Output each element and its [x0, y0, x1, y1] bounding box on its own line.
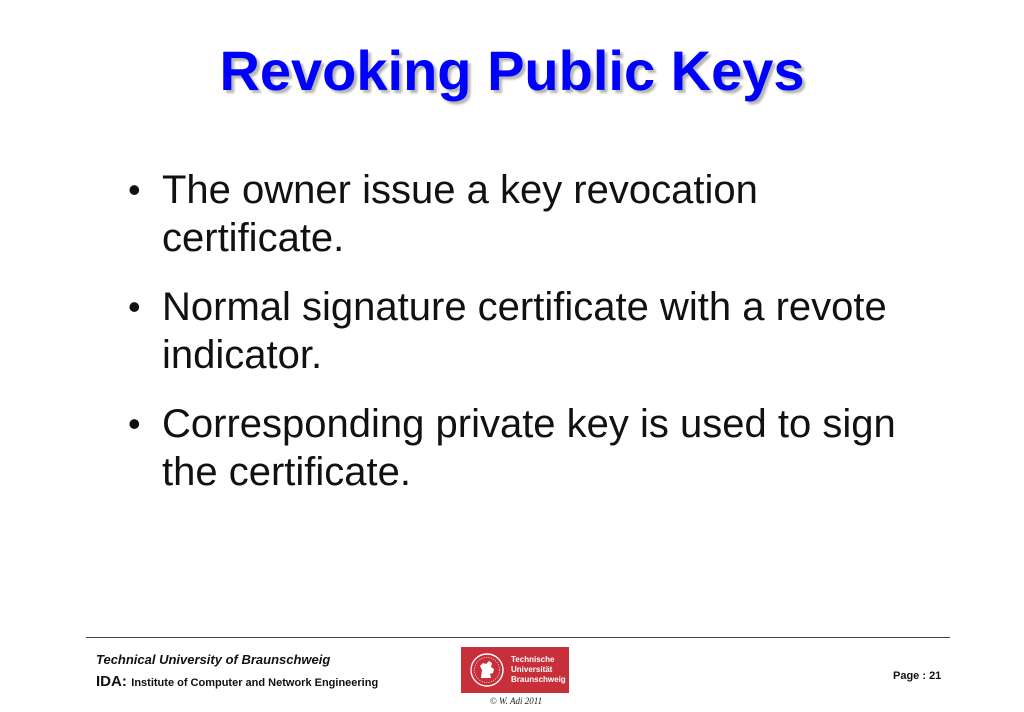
bullet-symbol: •: [128, 286, 141, 327]
department-name: Institute of Computer and Network Engineering: [131, 677, 379, 689]
bullet-item: [128, 400, 908, 496]
bullet-symbol: •: [128, 169, 141, 210]
page-number: Page : 21: [893, 670, 942, 682]
footer-divider: [86, 637, 950, 638]
bullet-symbol: •: [128, 403, 141, 444]
bullet-item: [128, 166, 908, 262]
logo-line: Braunschweig: [511, 675, 566, 684]
logo-line: Universität: [511, 665, 553, 674]
bullet-text: The owner issue a key revocation certificate.: [162, 168, 758, 260]
department-line: [96, 673, 378, 691]
logo-text: [511, 655, 566, 685]
lion-crest-icon: [469, 650, 505, 690]
university-logo: [461, 647, 569, 693]
university-name: Technical University of Braunschweig: [96, 652, 331, 667]
bullet-text: Normal signature certificate with a revote indicator.: [162, 285, 887, 377]
department-abbrev: IDA:: [96, 673, 127, 690]
bullet-list: [128, 166, 908, 517]
logo-line: Technische: [511, 655, 555, 664]
bullet-item: [128, 283, 908, 379]
bullet-text: Corresponding private key is used to sign the certificate.: [162, 402, 896, 494]
copyright-notice: © W. Adi 2011: [489, 696, 543, 706]
slide-title: Revoking Public Keys: [219, 39, 805, 102]
